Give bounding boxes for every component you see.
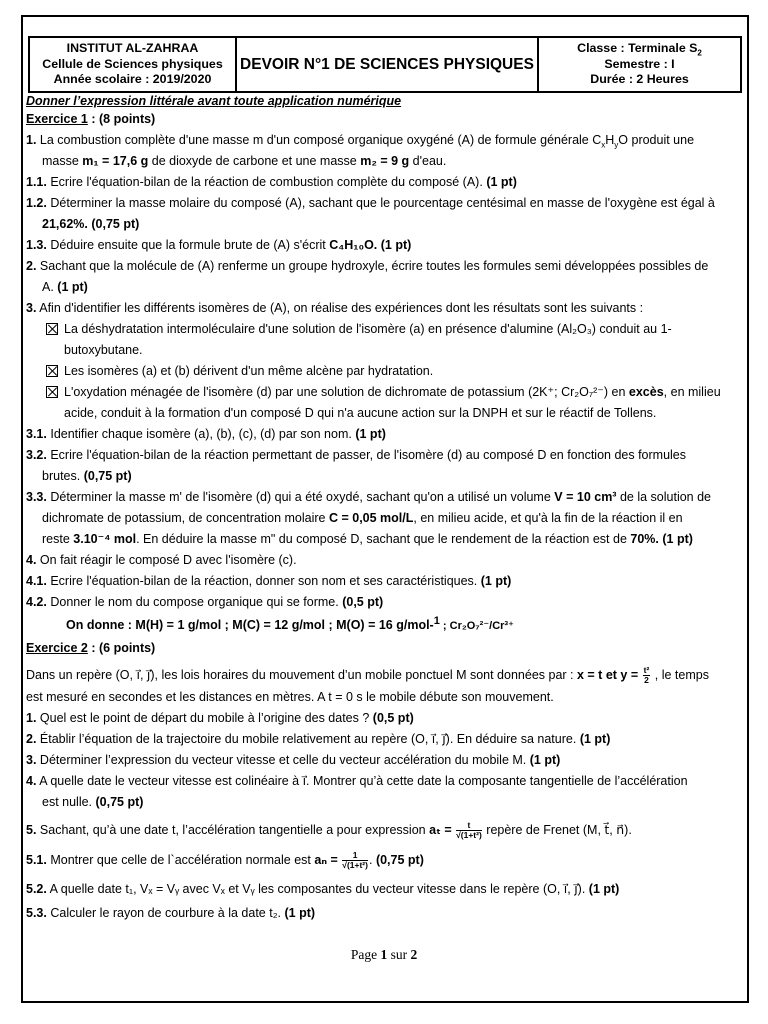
department-name: Cellule de Sciences physiques	[42, 56, 223, 71]
instruction: Donner l’expression littérale avant toute application numérique	[26, 94, 402, 108]
ex2-question-5-3: 5.3. Calculer le rayon de courbure à la date t₂. (1 pt)	[26, 906, 316, 920]
page-footer: Page 1 sur 2	[350, 947, 418, 962]
class-label: Classe : Terminale $S_2$	[577, 41, 702, 58]
exercise-1-title: Exercice 1 : (8 points)	[26, 112, 156, 126]
ex2-question-5-1: 5.1. Montrer que celle de l`accélération normale est aₙ = $\frac{1}{\text{√(1+t²)}}$ . (0,75 pt)	[26, 850, 424, 871]
semester-label: Semestre : I	[604, 56, 675, 71]
question-4: 4. On fait réagir le composé D avec l'isomère (c).	[26, 553, 297, 567]
question-1-cont: masse m₁ = 17,6 g de dioxyde de carbone et une masse m₂ = 9 g d'eau.	[42, 154, 447, 168]
bullet-dehydration: La déshydratation intermoléculaire d'une solution de l'isomère (a) en présence d'alumine (Al₂O₃) conduit au 1-	[26, 319, 742, 340]
ex2-question-5-2: 5.2. A quelle date t₁, Vₓ = Vᵧ avec Vₓ et Vᵧ les composantes du vecteur vitesse dans le repère (O, ı⃗, ȷ⃗). (1 pt)	[26, 882, 620, 896]
bullet-oxidation: L'oxydation ménagée de l'isomère (d) par une solution de dichromate de potassium (2K⁺; Cr₂O₇²⁻) en excès, en milieu	[26, 382, 742, 403]
question-2-cont: A. (1 pt)	[42, 280, 88, 294]
question-1-1: 1.1. Ecrire l'équation-bilan de la réaction de combustion complète du composé (A). (1 pt)	[26, 175, 517, 189]
ex2-question-4-cont: est nulle. (0,75 pt)	[42, 795, 144, 809]
question-4-2: 4.2. Donner le nom du compose organique qui se forme. (0,5 pt)	[26, 595, 384, 609]
question-4-1: 4.1. Ecrire l'équation-bilan de la réaction, donner son nom et ses caractéristiques. (1 pt)	[26, 574, 512, 588]
question-2: 2. Sachant que la molécule de (A) renferme un groupe hydroxyle, écrire toutes les formules semi développées possibles de	[26, 259, 709, 273]
question-3: 3. Afin d'identifier les différents isomères de (A), on réalise des expériences dont les résultats sont les suivants :	[26, 301, 644, 315]
checkbox-icon	[46, 386, 58, 398]
school-year: Année scolaire : 2019/2020	[53, 72, 212, 87]
question-1-3: 1.3. Déduire ensuite que la formule brute de (A) s'écrit C₄H₁₀O. (1 pt)	[26, 238, 412, 252]
checkbox-icon	[46, 323, 58, 335]
question-1-2: 1.2. Déterminer la masse molaire du composé (A), sachant que le pourcentage centésimal en masse de l'oxygène est égal à	[26, 196, 715, 210]
question-1: 1. La combustion complète d'une masse m d'un composé organique oxygéné (A) de formule générale $C_xH_yO$ produit une	[26, 133, 695, 150]
question-1-2-cont: 21,62%. (0,75 pt)	[42, 217, 140, 231]
question-3-2-cont: brutes. (0,75 pt)	[42, 469, 132, 483]
ex2-question-3: 3. Déterminer l’expression du vecteur vitesse et celle du vecteur accélération du mobile M. (1 pt)	[26, 753, 561, 767]
checkbox-icon	[46, 365, 58, 377]
ex2-question-1: 1. Quel est le point de départ du mobile à l’origine des dates ? (0,5 pt)	[26, 711, 414, 725]
fraction-t2-over-2: $\frac{\text{t²}}{2}$	[643, 665, 650, 686]
question-3-2: 3.2. Ecrire l'équation-bilan de la réaction permettant de passer, de l'isomère (d) au composé D en fonction des formules	[26, 448, 687, 462]
question-3-3-cont2: reste 3.10⁻⁴ mol. En déduire la masse m" du composé D, sachant que le rendement de la réaction est de 70%. (1 pt)	[42, 532, 693, 546]
institution-block	[30, 38, 237, 91]
exercise-2-intro-cont: est mesuré en secondes et les distances en mètres. A t = 0 s le mobile débute son mouvement.	[26, 690, 554, 704]
duration-label: Durée : 2 Heures	[590, 72, 689, 87]
ex2-question-4: 4. A quelle date le vecteur vitesse est colinéaire à ı⃗. Montrer qu’à cette date la composante tangentielle de l’accélération	[26, 774, 688, 788]
bullet-dehydration-cont: butoxybutane.	[64, 343, 143, 357]
class-info-block	[539, 38, 740, 91]
given-data: On donne : M(H) = 1 g/mol ; M(C) = 12 g/mol ; M(O) = 16 g/mol-$^1$ ; Cr₂O₇²⁻/Cr³⁺	[66, 614, 514, 632]
exercise-2-title: Exercice 2 : (6 points)	[26, 641, 156, 655]
document-header	[28, 36, 742, 93]
bullet-oxidation-cont: acide, conduit à la formation d'un composé D qui n'a aucune action sur la DNPH et sur le réactif de Tollens.	[64, 406, 657, 420]
bullet-hydration: Les isomères (a) et (b) dérivent d'un même alcène par hydratation.	[26, 361, 742, 382]
exercise-2-intro: Dans un repère (O, ı⃗, ȷ⃗), les lois horaires du mouvement d’un mobile ponctuel M sont données par : x = t et y = $\frac{\text{t²}}{2}$ , le temps	[26, 665, 709, 686]
fraction-an: $\frac{1}{\text{√(1+t²)}}$	[342, 850, 368, 871]
question-3-3: 3.3. Déterminer la masse m' de l'isomère (d) qui a été oxydé, sachant qu'on a utilisé un volume V = 10 cm³ de la solution de	[26, 490, 711, 504]
institution-name: INSTITUT AL-ZAHRAA	[66, 41, 199, 56]
exam-title	[237, 38, 539, 91]
exam-body	[26, 94, 742, 925]
fraction-at: $\frac{t}{\text{√(1+t²)}}$	[456, 820, 482, 841]
exam-title-text: DEVOIR N°1 DE SCIENCES PHYSIQUES	[240, 55, 534, 73]
question-3-3-cont: dichromate de potassium, de concentration molaire C = 0,05 mol/L, en milieu acide, et qu'à la fin de la réaction il en	[42, 511, 683, 525]
ex2-question-5: 5. Sachant, qu’à une date t, l’accélération tangentielle a pour expression aₜ = $\frac{t}{\text{√(1+t²)}}$ repère de Frenet (M, t⃗, n⃗).	[26, 820, 632, 841]
ex2-question-2: 2. Établir l’équation de la trajectoire du mobile relativement au repère (O, ı⃗, ȷ⃗). En déduire sa nature. (1 pt)	[26, 732, 611, 746]
question-3-1: 3.1. Identifier chaque isomère (a), (b), (c), (d) par son nom. (1 pt)	[26, 427, 386, 441]
